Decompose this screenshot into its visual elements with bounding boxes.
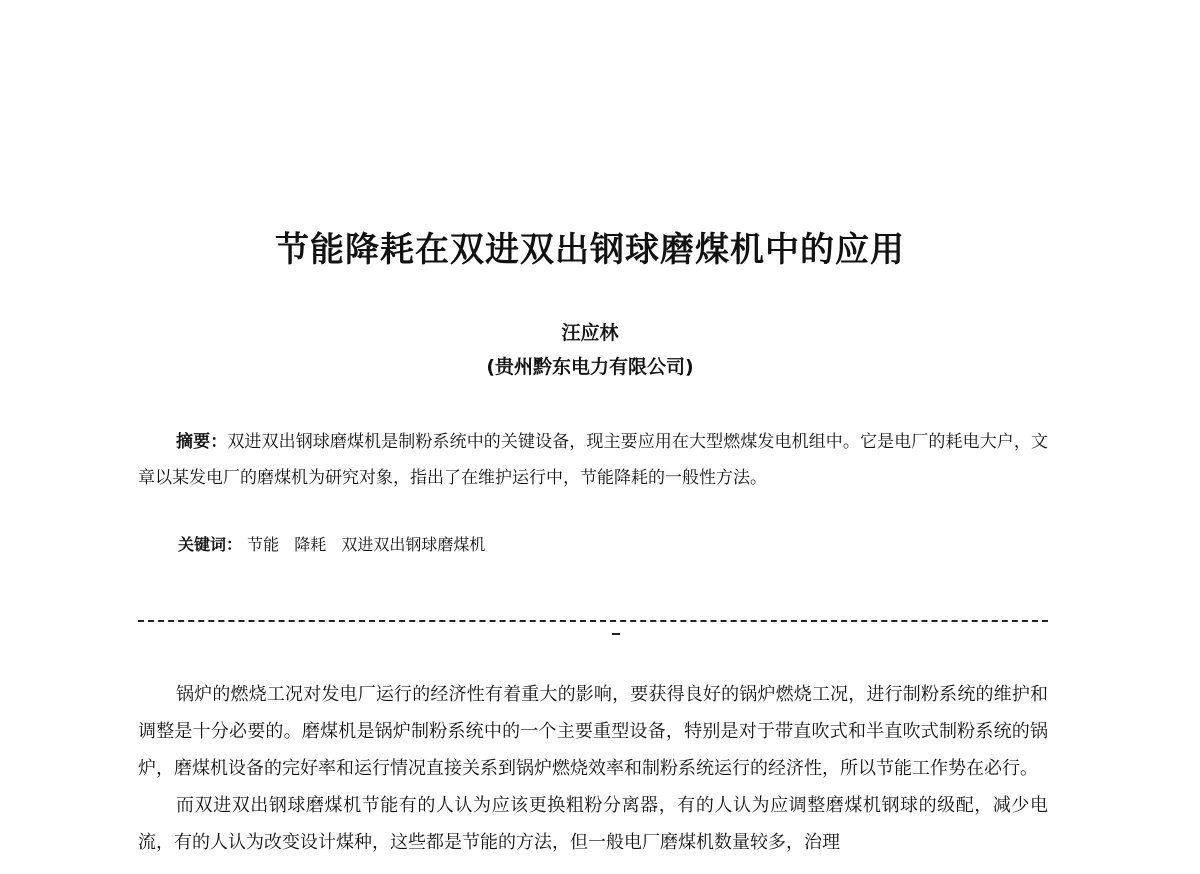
author-affiliation: (贵州黔东电力有限公司): [486, 356, 694, 378]
paper-title: 节能降耗在双进双出钢球磨煤机中的应用: [275, 230, 905, 270]
body-paragraph: 而双进双出钢球磨煤机节能有的人认为应该更换粗粉分离器，有的人认为应调整磨煤机钢球的级配，减少电流，有的人认为改变设计煤种，这些都是节能的方法，但一般电厂磨煤机数量较多，治理: [138, 795, 1048, 853]
keyword-item: 双进双出钢球磨煤机: [341, 535, 486, 554]
keywords-label: 关键词：: [178, 535, 243, 554]
body-paragraph: 锅炉的燃烧工况对发电厂运行的经济性有着重大的影响，要获得良好的锅炉燃烧工况，进行制粉系统的维护和调整是十分必要的。磨煤机是锅炉制粉系统中的一个主要重型设备，特别是对于带直吹式和半直吹式制粉系统的锅炉，磨煤机设备的完好率和运行情况直接关系到锅炉燃烧效率和制粉系统运行的经济性，所以节能工作势在必行。: [138, 684, 1048, 779]
body-text: [138, 676, 1048, 861]
section-divider: [138, 620, 1048, 622]
keyword-item: 节能: [247, 535, 280, 554]
divider-mark: [612, 633, 620, 635]
keyword-item: 降耗: [294, 535, 327, 554]
abstract-label: 摘要：: [176, 432, 228, 452]
keywords: [178, 532, 495, 555]
abstract-text: 双进双出钢球磨煤机是制粉系统中的关键设备，现主要应用在大型燃煤发电机组中。它是电厂的耗电大户，文章以某发电厂的磨煤机为研究对象，指出了在维护运行中，节能降耗的一般性方法。: [138, 432, 1049, 488]
author-name: 汪应林: [561, 322, 619, 344]
abstract: [138, 424, 1048, 496]
